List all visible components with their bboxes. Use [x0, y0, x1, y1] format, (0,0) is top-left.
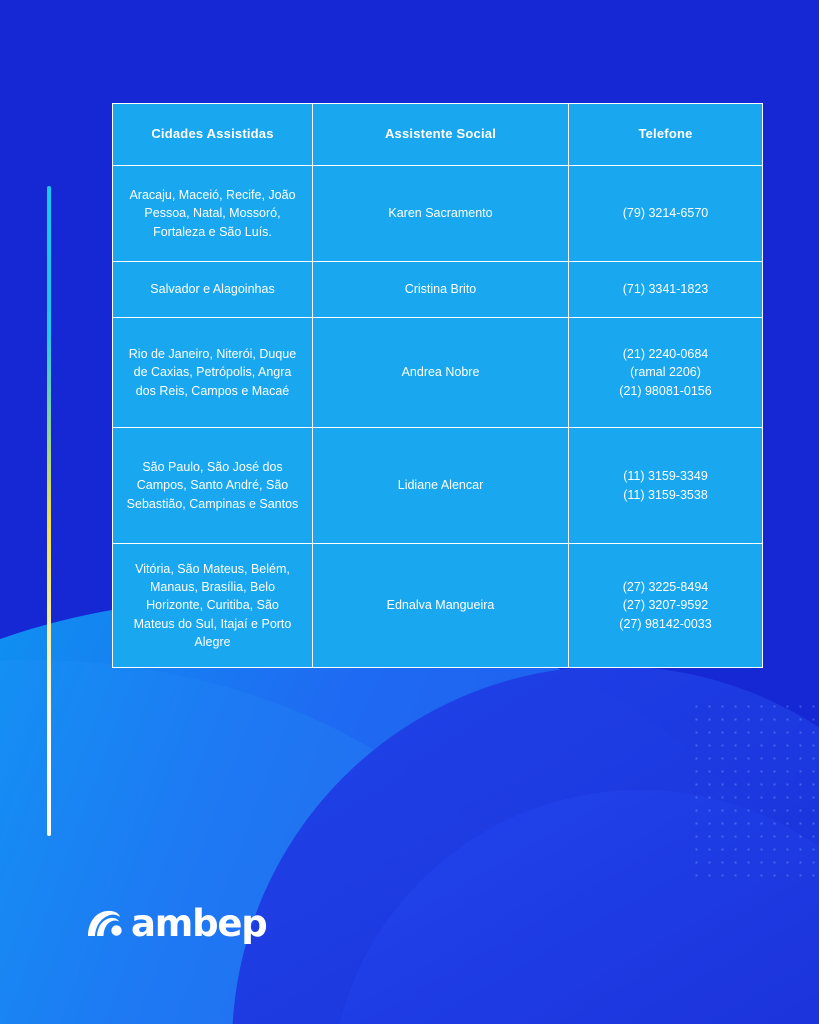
table-row [113, 544, 763, 668]
cell-social-worker: Cristina Brito [313, 262, 569, 318]
cell-cities: Aracaju, Maceió, Recife, João Pessoa, Natal, Mossoró, Fortaleza e São Luís. [113, 166, 313, 262]
cell-social-worker: Ednalva Mangueira [313, 544, 569, 668]
cell-cities: São Paulo, São José dos Campos, Santo André, São Sebastião, Campinas e Santos [113, 428, 313, 544]
phone-line: (27) 98142-0033 [619, 616, 712, 631]
table-row [113, 166, 763, 262]
phone-line: (27) 3207-9592 [622, 598, 709, 613]
cell-phone [569, 318, 763, 428]
phone-line: (11) 3159-3349 [623, 469, 708, 484]
table-body [113, 166, 763, 668]
phone-line-extension: (ramal 2206) [630, 365, 701, 380]
phone-line: (27) 3225-8494 [622, 580, 709, 595]
background-dot-pattern [690, 700, 819, 880]
phone-line: (71) 3341-1823 [622, 282, 709, 297]
phone-line: (21) 98081-0156 [619, 383, 712, 398]
phone-line: (21) 2240-0684 [622, 347, 709, 362]
brand-name: ambep [131, 902, 267, 945]
cell-social-worker: Andrea Nobre [313, 318, 569, 428]
column-header-phone: Telefone [569, 104, 763, 166]
cell-phone [569, 428, 763, 544]
column-header-cities: Cidades Assistidas [113, 104, 313, 166]
accent-bar [47, 186, 51, 836]
table-row [113, 318, 763, 428]
brand-logo [83, 902, 267, 945]
phone-line: (11) 3159-3538 [623, 487, 708, 502]
table-row [113, 262, 763, 318]
cell-social-worker: Lidiane Alencar [313, 428, 569, 544]
cell-phone [569, 544, 763, 668]
cell-phone [569, 262, 763, 318]
table-row [113, 428, 763, 544]
cell-phone [569, 166, 763, 262]
cell-cities: Rio de Janeiro, Niterói, Duque de Caxias, Petrópolis, Angra dos Reis, Campos e Macaé [113, 318, 313, 428]
ambep-mark-icon [83, 906, 123, 942]
phone-line: (79) 3214-6570 [622, 206, 709, 221]
contact-table-container [112, 103, 762, 668]
table-header-row [113, 104, 763, 166]
cell-social-worker: Karen Sacramento [313, 166, 569, 262]
table-header [113, 104, 763, 166]
cell-cities: Vitória, São Mateus, Belém, Manaus, Brasília, Belo Horizonte, Curitiba, São Mateus do Sul, Itajaí e Porto Alegre [113, 544, 313, 668]
cell-cities: Salvador e Alagoinhas [113, 262, 313, 318]
contact-table [112, 103, 763, 668]
column-header-social-worker: Assistente Social [313, 104, 569, 166]
